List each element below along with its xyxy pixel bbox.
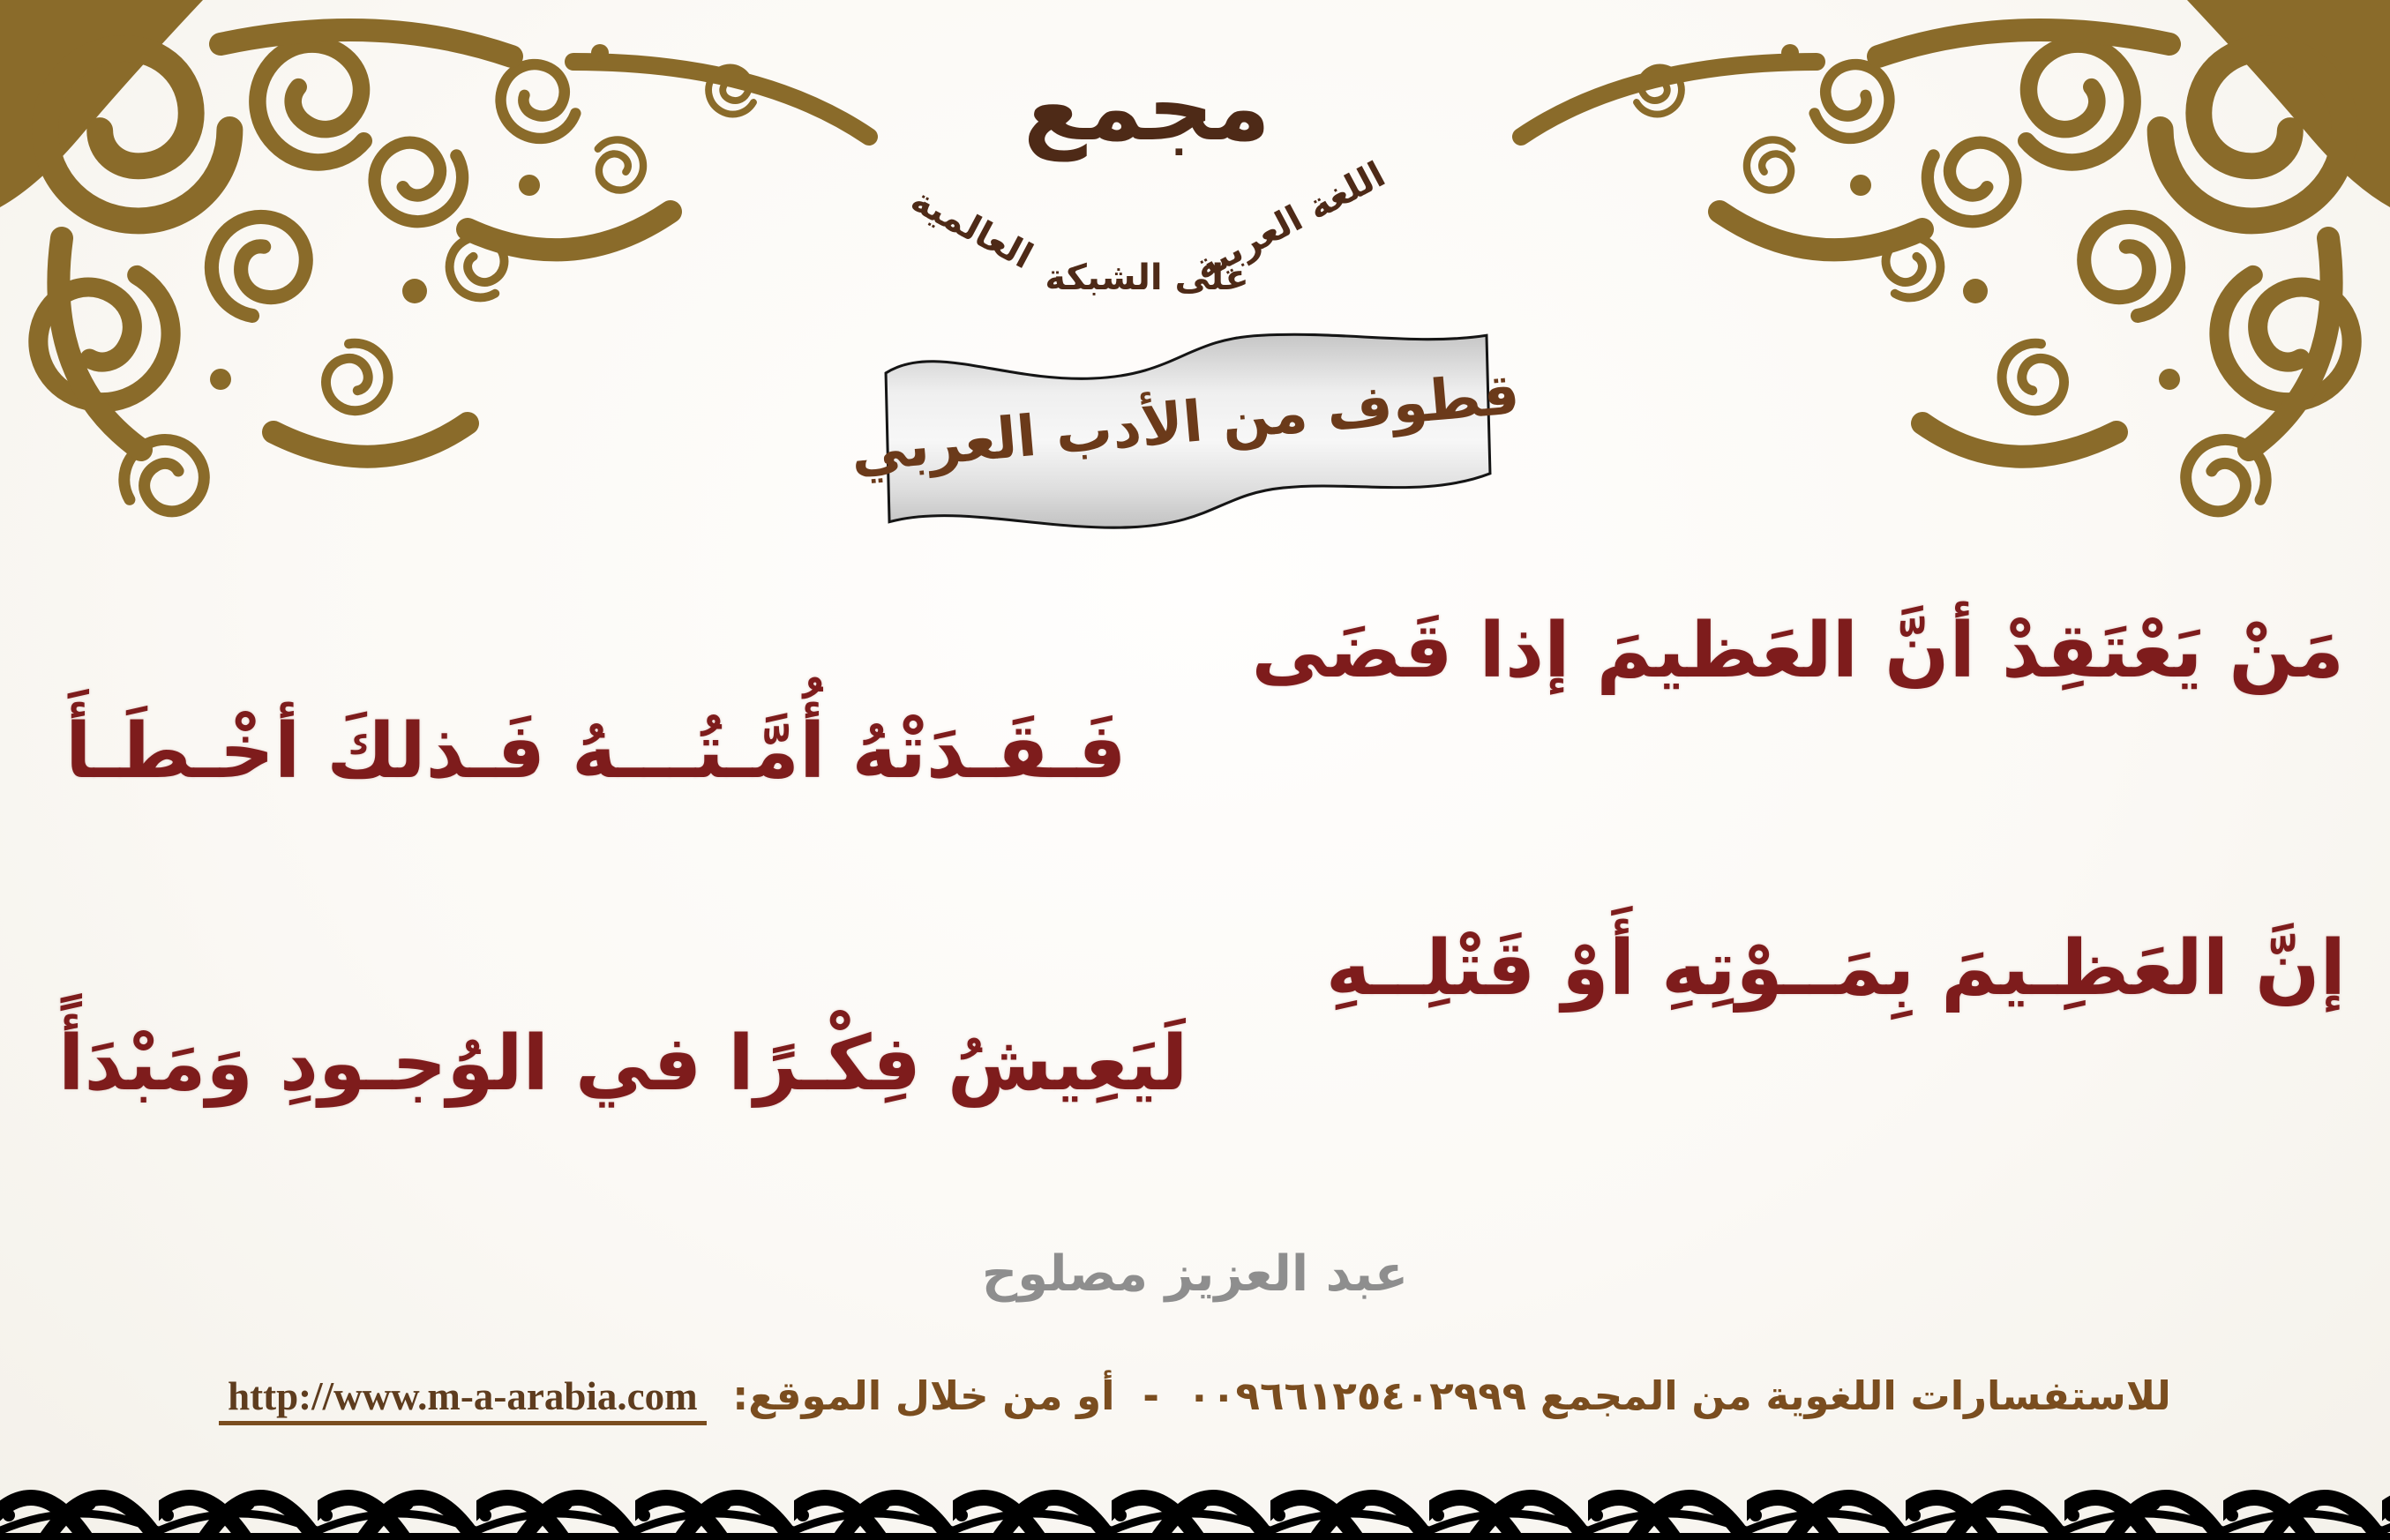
verse-2-second-hemistich: لَيَعِيشُ فِكْـرًا في الوُجـودِ وَمَبْدَأً xyxy=(58,1020,1188,1108)
academy-logo-arc-left: العالمية xyxy=(903,179,1039,278)
via-site-text: أو من خلال الموقع: xyxy=(732,1372,1115,1419)
verse-2-first-hemistich: إنَّ العَظِـيمَ بِمَــوْتِهِ أَوْ قَتْلِــهِ xyxy=(1325,924,2346,1013)
website-link[interactable]: http://www.m-a-arabia.com xyxy=(219,1373,706,1425)
academy-logo-arc-center: على الشبكة xyxy=(1045,258,1249,298)
contact-line xyxy=(0,1372,2390,1425)
academy-logo xyxy=(887,54,1407,326)
bottom-ornament-border-icon xyxy=(0,1476,2390,1540)
verse-1-second-hemistich: فَـقَـدَتْهُ أُمَّـتُـــهُ فَـذلكَ أخْـطَـأَ xyxy=(65,707,1127,796)
academy-logo-main-word: مجمع xyxy=(1023,54,1271,161)
poet-name: عبد العزيز مصلوح xyxy=(981,1245,1409,1303)
page-title: قطوف من الأدب العربي xyxy=(848,362,1523,486)
title-banner xyxy=(848,323,1523,538)
inquiry-text: للاستفسارات اللغوية من المجمع xyxy=(1540,1372,2171,1419)
academy-logo-arc-right: اللغة العربية xyxy=(1188,153,1392,289)
verse-1-first-hemistich: مَنْ يَعْتَقِدْ أنَّ العَظيمَ إذا قَضَى xyxy=(1251,607,2344,695)
corner-ornament-left-icon xyxy=(0,0,882,582)
corner-ornament-right-icon xyxy=(1508,0,2390,582)
phone-number: ٠٠٩٦٦١٢٥٤٠٢٩٩٩ xyxy=(1187,1372,1527,1419)
separator-dash: - xyxy=(1143,1372,1159,1419)
